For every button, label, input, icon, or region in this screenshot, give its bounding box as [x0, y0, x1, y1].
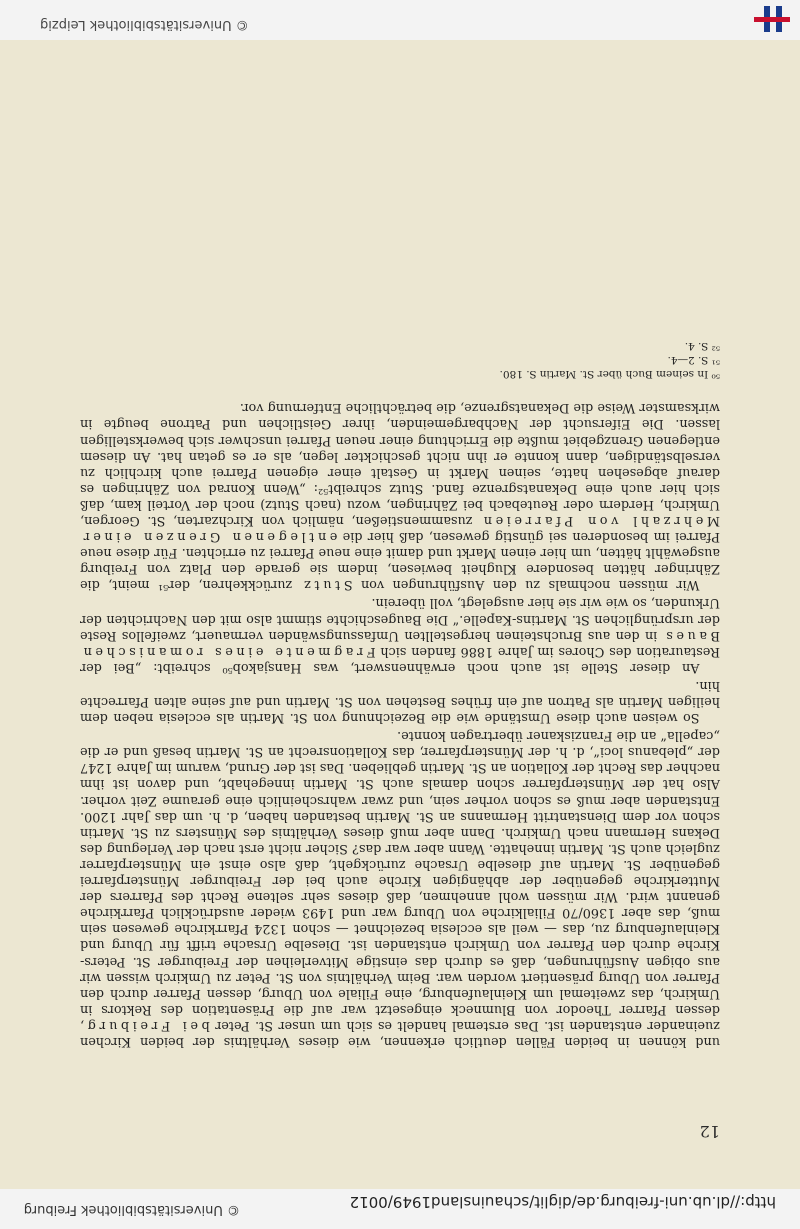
- spaced-emphasis: Stutz: [300, 577, 353, 593]
- source-url[interactable]: http://dl.ub.uni-freiburg.de/diglit/schauinsland1949/0012: [349, 1193, 776, 1211]
- footnote: ⁵⁰ In seinem Buch über St. Martin S. 180.: [499, 368, 720, 381]
- bottom-info-bar: [0, 0, 800, 40]
- page-content: [80, 339, 720, 1049]
- footnote: ⁵² S. 4.: [684, 340, 720, 353]
- book-page: [0, 40, 800, 1189]
- footnote: ⁵¹ S. 2—4.: [667, 354, 720, 367]
- library-credit-bottom: © Universitätsbibliothek Leipzig: [40, 17, 249, 32]
- paragraph: [80, 677, 720, 725]
- text-run: So weisen auch diese Umstände wie die Bezeichnung von St. Martin als ecclesia neben dem heiligen Martin als Patron auf ein frühes Bestehen von St. Martin und auf seine alten Pfarrechte hin.: [80, 677, 720, 726]
- paragraph: [80, 727, 720, 1049]
- spaced-emphasis: bei Freiburg: [84, 1017, 210, 1033]
- text-run: zurückkehren, der⁵¹ meint, die Zähringer hätten besondere Klugheit bewiesen, indem sie gerade den Platz von Freiburg ausgewählt hätten, um hier einen Markt und damit eine neue Pfarrei zu errichten. Für diese neue Pfarrei im besonderen sei günstig gewesen, daß hier die: [80, 529, 720, 593]
- text-run: An dieser Stelle ist auch noch erwähnenswert, was Hansjakob⁵⁰ schreibt: „Bei der Restauration des Chores im Jahre 1886 fanden sich: [80, 643, 720, 675]
- top-info-bar: [0, 1189, 800, 1229]
- spaced-emphasis: entlegenen Grenzen einer Mehrzahl von Pfarreien: [79, 513, 720, 545]
- text-run: in den aus Bruchsteinen hergestellten Umfassungswänden vermauert, zweifellos Reste der ursprünglichen St. Martins-Kapelle.“ Die Baugeschichte stimmt also mit den Nachrichten der Urkunden, so wie wir sie hier ausgelegt, voll überein.: [80, 595, 720, 643]
- paragraph: [80, 399, 720, 592]
- library-credit: © Universitätsbibliothek Freiburg: [23, 1202, 240, 1217]
- text-run: und können in beiden Fällen deutlich erkennen, wie dieses Verhältnis der beiden Kirchen zueinander entstanden ist. Das erstemal handelt es sich um unser St. Peter: [80, 1017, 720, 1049]
- text-run: zusammenstießen, nämlich von Kirchzarten, St. Georgen, Umkirch, Herdern oder Reutebach bei Zähringen, wozu (nach Stutz) noch der Vorteil kam, daß sich hier auch eine Dekanatsgrenze fand. Stutz schreibt⁵²: „Wenn Konrad von Zähringen es darauf abgesehen hatte, seinen Markt in Gestalt einer eigenen Pfarrei auch kirchlich zu verselbständigen, dann konnte er ihn nicht geschickter legen, als er es getan hat. An diesem entlegenen Grenzgebiet mußte die Errichtung einer neuen Pfarrei unschwer sich bewerkstelligen lassen. Die Eifersucht der Nachbargemeinden, ihrer Geistlichen und Patrone beugte in wirksamster Weise die Dekanatsgrenze, die beträchtliche Entfernung vor.: [80, 400, 720, 528]
- text-run: Wir müssen nochmals zu den Ausführungen von: [352, 577, 700, 593]
- page-number: 12: [699, 1122, 720, 1141]
- spaced-emphasis: Fragmente eines romanischen Baues: [80, 627, 720, 659]
- paragraph: [80, 594, 720, 674]
- footnotes: [80, 339, 720, 381]
- body-text: [80, 399, 720, 1049]
- text-run: , dessen Pfarrer Theodor von Blumneck eingesetzt war auf die Präsentation des Rektors in Umkirch, das zweitemal um Kleinlaufenburg, eine Filiale von Uburg, dessen Pfarrer durch den Pfarrer von Uburg präsentiert worden war. Beim Verhältnis von St. Peter zu Umkirch wissen wir aus obigen Ausführungen, daß es durch das einstige Mitverleihen der Freiburger St. Peters-Kirche durch den Pfarrer von Umkirch entstanden ist. Dieselbe Ursache trifft für Uburg und Kleinlaufenburg zu, das — weil als ecclesia bezeichnet — schon 1324 Pfarrkirche gewesen sein muß, das aber 1360/70 Filialkirche von Uburg war und 1493 wieder ausdrücklich Pfarrkirche genannt wird. Wir müssen wohl annehmen, daß dieses sehr seltene Recht des Pfarrers der Mutterkirche gegenüber der abhängigen Kirche auch bei der Freiburger Münsterpfarrei gegenüber St. Martin auf dieselbe Ursache zurückgeht, daß also einst ein Münsterpfarrer zugleich auch St. Martin innehatte. Wann aber war das? Sicher nicht erst nach der Verlegung des Dekans Hermann nach Umkirch. Dann aber muß dieses Verhältnis des Münsters zu St. Martin schon vor dem Dienstantritt Hermanns an St. Martin bestanden haben, d. h. um das Jahr 1200. Entstanden aber muß es schon vorher sein, und zwar wahrscheinlich eine geraume Zeit vorher. Also hat der Münsterpfarrer schon damals auch St. Martin innegehabt, und davon ist ihm nachher das Recht der Kollation an St. Martin geblieben. Das ist der Grund, warum im Jahre 1247 der „plebanus loci“, d. h. der Münsterpfarrer, das Kollationsrecht an St. Martin besaß und er die „capella“ an die Franziskaner übertragen konnte.: [80, 728, 720, 1033]
- library-logo-icon: [748, 2, 794, 36]
